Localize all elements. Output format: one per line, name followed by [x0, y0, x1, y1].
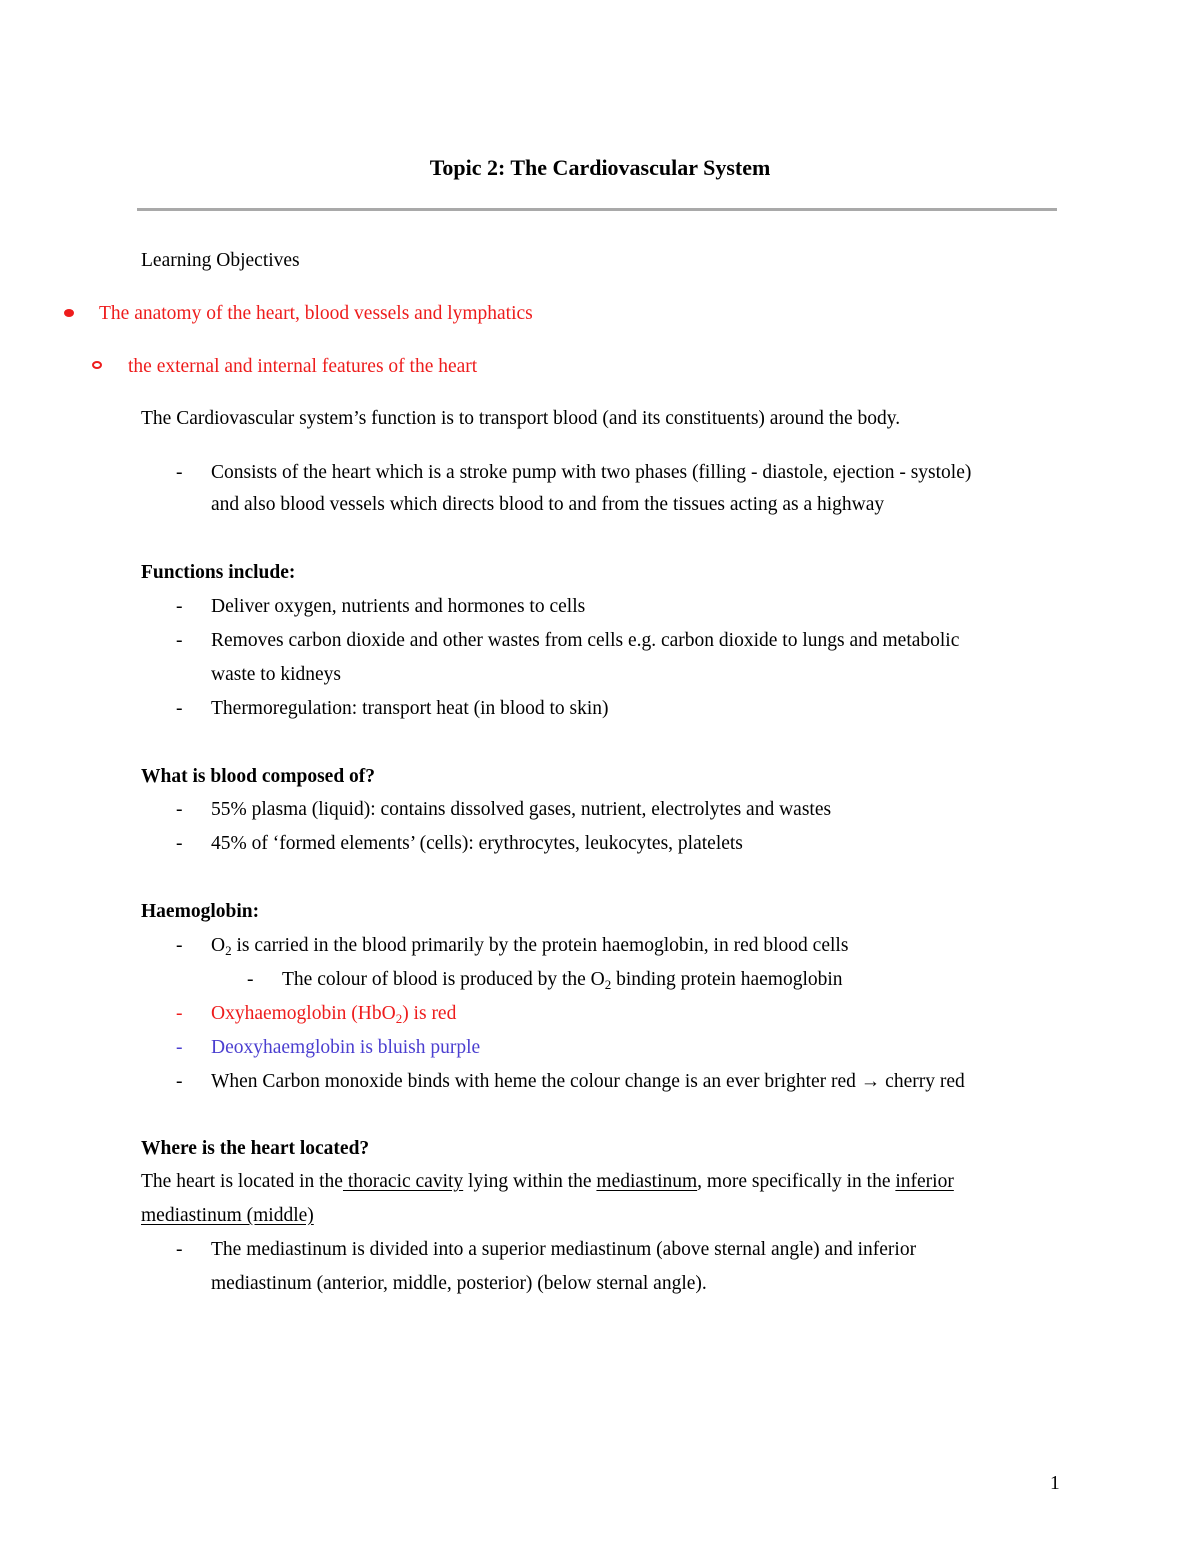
- dash-marker: -: [176, 462, 183, 483]
- haemoglobin-heading: Haemoglobin:: [141, 901, 260, 922]
- dash-marker: -: [176, 630, 183, 651]
- dash-marker: -: [176, 799, 183, 820]
- objective-sub-item: the external and internal features of the heart: [128, 356, 478, 377]
- dash-marker: -: [176, 1037, 183, 1058]
- intro-point-line: and also blood vessels which directs blood to and from the tissues acting as a highway: [211, 494, 885, 515]
- list-item: 45% of ‘formed elements’ (cells): erythrocytes, leukocytes, platelets: [211, 833, 743, 854]
- dash-marker: -: [176, 1239, 183, 1260]
- dash-marker: -: [176, 833, 183, 854]
- document-title: Topic 2: The Cardiovascular System: [429, 155, 771, 180]
- list-sub-item: The colour of blood is produced by the $O_2$ binding protein haemoglobin: [282, 969, 843, 992]
- blood-heading: What is blood composed of?: [141, 766, 376, 787]
- list-item: Deoxyhaemglobin is bluish purple: [211, 1037, 481, 1058]
- heart-location-paragraph: The heart is located in the thoracic cavity lying within the mediastinum, more specifically in the inferior: [141, 1171, 954, 1192]
- title-divider: [137, 208, 1057, 211]
- list-item: When Carbon monoxide binds with heme the colour change is an ever brighter red → cherry red: [211, 1071, 965, 1092]
- list-item: Deliver oxygen, nutrients and hormones to cells: [211, 596, 586, 617]
- list-item: Thermoregulation: transport heat (in blood to skin): [211, 698, 609, 719]
- list-item: The mediastinum is divided into a superior mediastinum (above sternal angle) and inferior: [211, 1239, 917, 1260]
- list-item: Removes carbon dioxide and other wastes from cells e.g. carbon dioxide to lungs and metabolic: [211, 630, 960, 651]
- learning-objectives-label: Learning Objectives: [141, 250, 300, 271]
- list-item: mediastinum (anterior, middle, posterior) (below sternal angle).: [211, 1273, 707, 1294]
- objective-item: The anatomy of the heart, blood vessels and lymphatics: [99, 303, 533, 324]
- dash-marker: -: [176, 1071, 183, 1092]
- hollow-bullet-icon: [92, 361, 102, 369]
- list-item: 55% plasma (liquid): contains dissolved gases, nutrient, electrolytes and wastes: [211, 799, 832, 820]
- dash-marker: -: [247, 969, 254, 990]
- intro-paragraph: The Cardiovascular system’s function is to transport blood (and its constituents) around the body.: [141, 408, 901, 429]
- dash-marker: -: [176, 698, 183, 719]
- page-number: 1: [1050, 1473, 1060, 1494]
- dash-marker: -: [176, 1003, 183, 1024]
- heart-location-paragraph: mediastinum (middle): [141, 1205, 314, 1226]
- dash-marker: -: [176, 935, 183, 956]
- list-item: waste to kidneys: [211, 664, 341, 685]
- heart-location-heading: Where is the heart located?: [141, 1138, 370, 1159]
- intro-point-line: Consists of the heart which is a stroke pump with two phases (filling - diastole, ejection - systole): [211, 462, 972, 483]
- dash-marker: -: [176, 596, 183, 617]
- filled-bullet-icon: [64, 309, 74, 317]
- list-item: $O_2$ is carried in the blood primarily by the protein haemoglobin, in red blood cells: [211, 935, 849, 958]
- list-item: Oxyhaemoglobin (HbO$_2$) is red: [211, 1003, 457, 1026]
- functions-heading: Functions include:: [141, 562, 296, 583]
